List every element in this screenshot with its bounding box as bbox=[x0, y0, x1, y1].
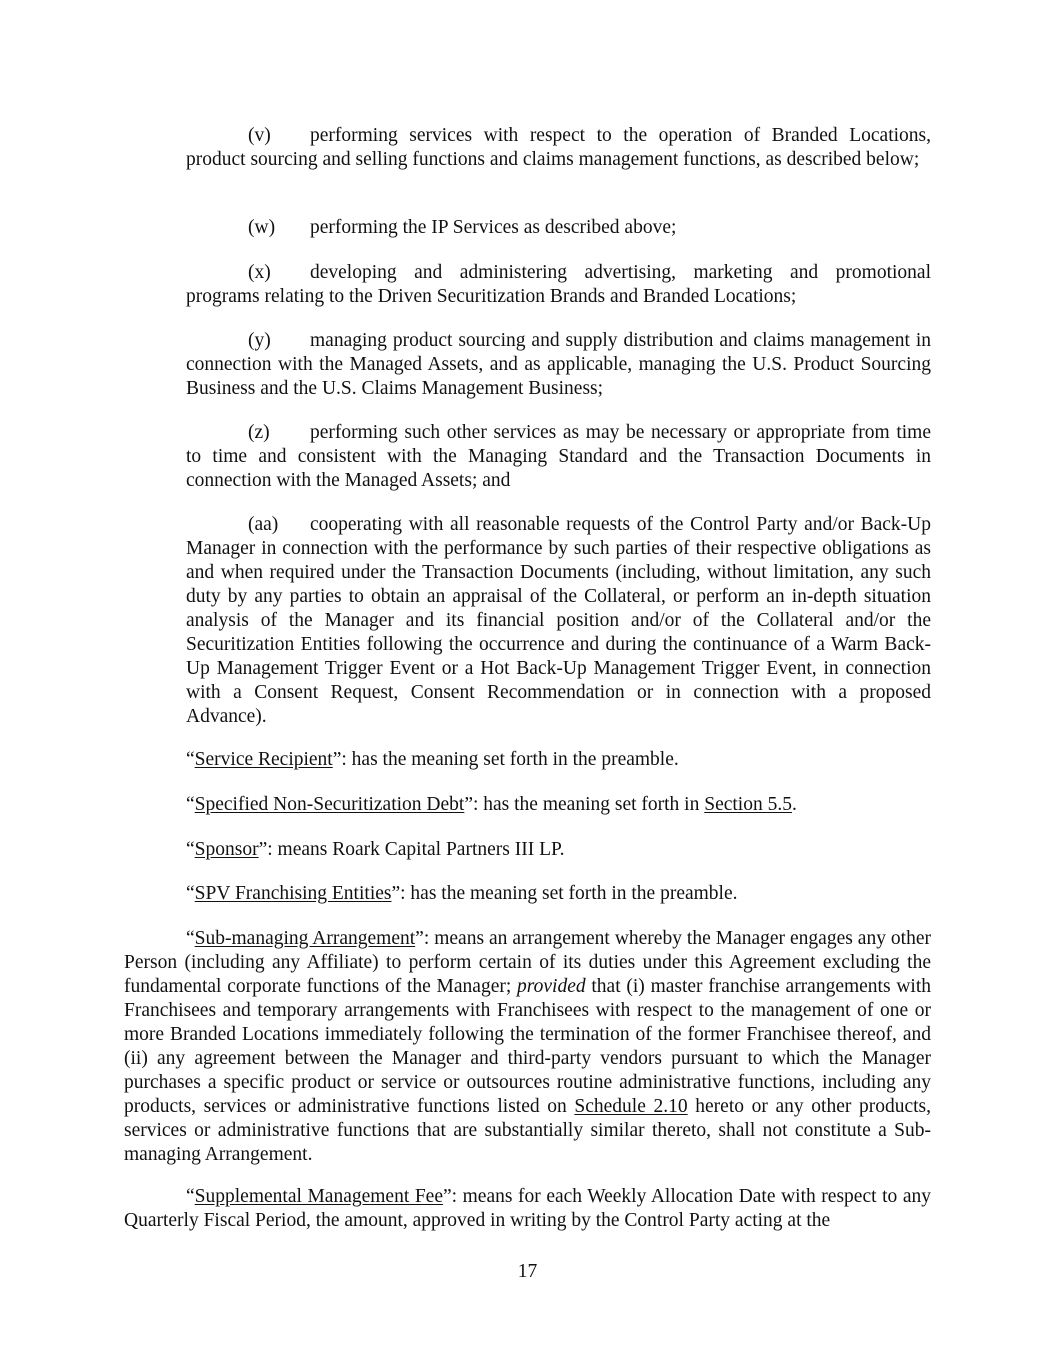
list-item-v: (v) performing services with respect to the operation of Branded Locations, product sourcing and selling functions and claims management functions, as described below; bbox=[186, 125, 931, 170]
defined-term: Sub-managing Arrangement bbox=[194, 928, 416, 949]
defined-term: Supplemental Management Fee bbox=[194, 1186, 443, 1207]
defined-term: SPV Franchising Entities bbox=[194, 883, 392, 904]
definition-sponsor: “Sponsor”: means Roark Capital Partners III LP. bbox=[186, 839, 565, 860]
list-item-aa: (aa) cooperating with all reasonable requests of the Control Party and/or Back-Up Manager in connection with the performance by such parties of their respective obligations as and when required under the Transaction Documents (including, without limitation, any such duty by any parties to obtain an appraisal of the Collateral, or perform an in-depth situation analysis of the Manager and its financial position and/or of the Collateral and/or the Securitization Entities following the occurrence and during the continuance of a Warm Back-Up Management Trigger Event or a Hot Back-Up Management Trigger Event, in connection with a Consent Request, Consent Recommendation or in connection with a proposed Advance). bbox=[186, 514, 931, 727]
section-reference-link[interactable]: Section 5.5 bbox=[704, 794, 792, 815]
definition-service-recipient: “Service Recipient”: has the meaning set forth in the preamble. bbox=[186, 749, 679, 770]
list-item-z: (z) performing such other services as may be necessary or appropriate from time to time and consistent with the Managing Standard and the Transaction Documents in connection with the Managed Assets; and bbox=[186, 422, 931, 491]
definition-supplemental-fee: “Supplemental Management Fee”: means for each Weekly Allocation Date with respect to any Quarterly Fiscal Period, the amount, approved in writing by the Control Party acting at the bbox=[124, 1186, 931, 1231]
schedule-reference-link[interactable]: Schedule 2.10 bbox=[574, 1096, 688, 1117]
page-number: 17 bbox=[517, 1261, 538, 1282]
definition-spv: “SPV Franchising Entities”: has the meaning set forth in the preamble. bbox=[186, 883, 738, 904]
list-item-y: (y) managing product sourcing and supply distribution and claims management in connection with the Managed Assets, and as applicable, managing the U.S. Product Sourcing Business and the U.S. Claims Management Business; bbox=[186, 330, 931, 399]
defined-term: Sponsor bbox=[194, 839, 259, 860]
list-item-x: (x) developing and administering advertising, marketing and promotional programs relating to the Driven Securitization Brands and Branded Locations; bbox=[186, 262, 931, 307]
list-item-w: (w) performing the IP Services as described above; bbox=[248, 217, 677, 238]
definition-sub-managing: “Sub-managing Arrangement”: means an arrangement whereby the Manager engages any other Person (including any Affiliate) to perform certain of its duties under this Agreement excluding the fundamental corporate functions of the Manager; provided that (i) master franchise arrangements with Franchisees and temporary arrangements with Franchisees with respect to the management of one or more Branded Locations immediately following the termination of the former Franchisee thereof, and (ii) any agreement between the Manager and third-party vendors pursuant to which the Manager purchases a specific product or service or outsources routine administrative functions, including any products, services or administrative functions listed on Schedule 2.10 hereto or any other products, services or administrative functions that are substantially similar thereto, shall not constitute a Sub-managing Arrangement. bbox=[124, 928, 932, 1165]
definition-specified-debt: “Specified Non-Securitization Debt”: has the meaning set forth in Section 5.5. bbox=[186, 794, 797, 815]
defined-term: Service Recipient bbox=[194, 749, 333, 770]
defined-term: Specified Non-Securitization Debt bbox=[194, 794, 465, 815]
